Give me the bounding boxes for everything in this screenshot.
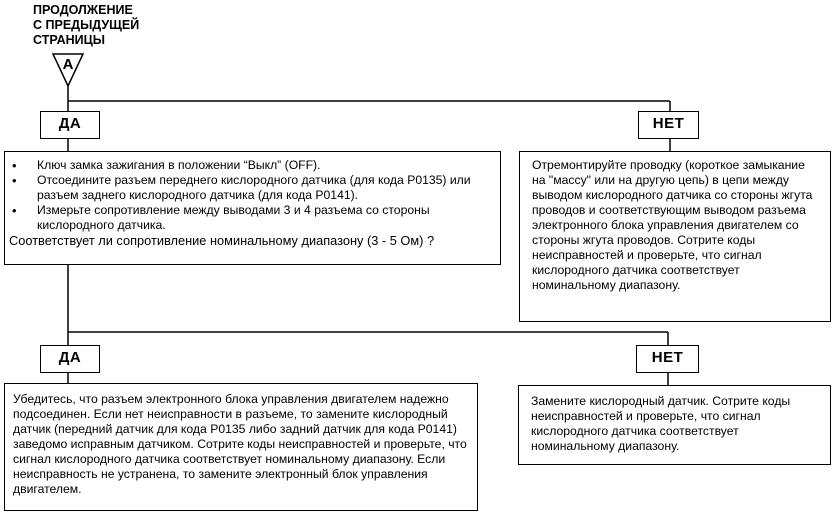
no-label-1	[638, 111, 699, 139]
continuation-line-3: СТРАНИЦЫ	[33, 33, 105, 47]
step-box-replace-sensor-or-ecu	[4, 383, 478, 511]
repair-wiring-text: Отремонтируйте проводку (короткое замыкание на "массу" или на другую цепь) в цепи между выводом кислородного датчика со стороны жгута проводов и соответствующим выводом разъема электронного блока управления двигателем со стороны жгута проводов. Сотрите коды неисправностей и проверьте, что сигнал кислородного датчика соответствует номинальному диапазону.	[532, 158, 813, 292]
no-label-2	[636, 345, 699, 373]
step-box-repair-wiring	[519, 151, 831, 322]
no-label-1-text: НЕТ	[652, 115, 685, 132]
continuation-header	[33, 3, 193, 48]
instruction-item: • Ключ замка зажигания в положении “Выкл” (OFF).	[9, 158, 492, 173]
connector-letter: A	[62, 56, 74, 73]
replace-sensor-text: Замените кислородный датчик. Сотрите коды неисправностей и проверьте, что сигнал кислородного датчика соответствует номинальному диапазону.	[531, 394, 791, 453]
yes-label-2-text: ДА	[58, 349, 82, 366]
step-box-check-resistance	[4, 151, 501, 265]
continuation-line-1: ПРОДОЛЖЕНИЕ	[33, 3, 133, 17]
yes-label-1	[40, 111, 100, 139]
yes-label-1-text: ДА	[58, 115, 82, 132]
instruction-list	[9, 158, 492, 233]
no-label-2-text: НЕТ	[651, 349, 684, 366]
continuation-line-2: С ПРЕДЫДУЩЕЙ	[33, 18, 140, 32]
yes-label-2	[40, 345, 100, 373]
instruction-item: • Отсоедините разъем переднего кислородного датчика (для кода P0135) или разъем заднего кислородного датчика (для кода P0141).	[9, 173, 492, 203]
instruction-item: • Измерьте сопротивление между выводами 3 и 4 разъема со стороны кислородного датчика.	[9, 203, 492, 233]
replace-sensor-or-ecu-text: Убедитесь, что разъем электронного блока управления двигателем надежно подсоединен. Если нет неисправности в разъеме, то замените кислородный датчик (передний датчик для кода P0135 либо задний датчик для кода P0141) заведомо исправным датчиком. Сотрите коды неисправностей и проверьте, что сигнал кислородного датчика соответствует номинальному диапазону. Если неисправность не устранена, то замените электронный блок управления двигателем.	[13, 392, 467, 496]
step-box-replace-sensor	[518, 385, 831, 465]
question-text: Соответствует ли сопротивление номинальному диапазону (3 - 5 Ом) ?	[9, 233, 435, 248]
